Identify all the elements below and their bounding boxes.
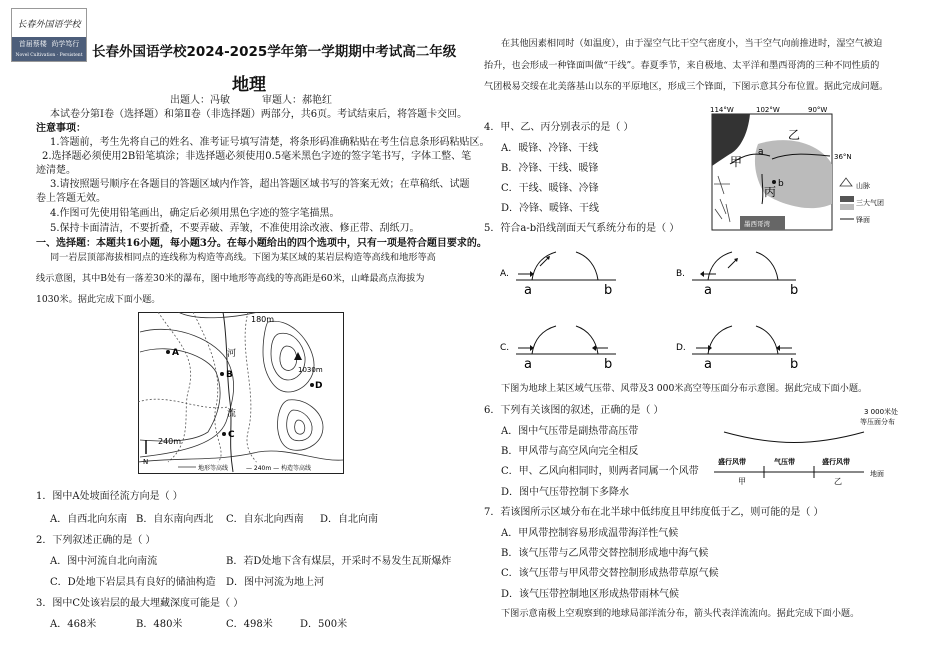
- note-5: 5.保持卡面清洁，不要折叠，不要弄破、弄皱，不准使用涂改液、修正带、刮纸刀。: [50, 223, 420, 234]
- q5-d-label-a: a: [704, 357, 712, 372]
- q1-stem: 1．图中A处坡面径流方向是（ ）: [36, 491, 183, 502]
- q5-b-label-b: b: [790, 283, 799, 298]
- diagram-a: [500, 252, 616, 298]
- river-label-1: 河: [227, 349, 237, 359]
- q1-opt-b: B．自东南向西北: [136, 514, 214, 525]
- q5-d-label-b: b: [790, 357, 799, 372]
- q4-opt-a: A．暖锋、冷锋、干线: [501, 143, 599, 154]
- label-1030m: 1030m: [298, 366, 323, 374]
- q4-opt-d: D．冷锋、暖锋、干线: [501, 203, 600, 214]
- q7-opt-a: A．甲风带控制容易形成温带海洋性气候: [501, 528, 679, 539]
- label-yi: 乙: [788, 128, 801, 142]
- belt-left: 盛行风带: [718, 458, 746, 466]
- notes-title: 注意事项：: [36, 123, 86, 134]
- label-jia: 甲: [730, 155, 743, 169]
- setter: 出题人：冯敏: [170, 95, 230, 106]
- passage1-line1: 同一岩层顶部海拔相同点的连线称为构造等高线。下图为某区域的某岩层构造等高线和地形等高: [50, 252, 436, 263]
- q3-opt-b: B．480米: [136, 619, 183, 630]
- belt-mid: 气压带: [774, 458, 795, 466]
- passage1-line2: 线示意图，其中B处有一落差30米的瀑布，图中地形等高线的等高距是60米，山峰最高点海拔为: [36, 273, 425, 284]
- belt-yi: 乙: [834, 477, 842, 486]
- note-2b: 迹清楚。: [36, 165, 76, 176]
- note-2: 2.选择题必须使用2B铅笔填涂；非选择题必须使用0.5毫米黑色字迹的签字笔书写，字体工整、笔: [42, 151, 472, 162]
- logo-motto: 首届蔡楼 尚学笃行 Novel Cultivation · Persistent Endeavor: [12, 37, 86, 61]
- q5-a-label-b: b: [604, 283, 613, 298]
- note-3b: 卷上答题无效。: [36, 193, 106, 204]
- q1-opt-d: D．自北向南: [320, 514, 379, 525]
- q6-opt-b: B．甲风带与高空风向完全相反: [501, 446, 639, 457]
- lon-114: 114°W: [710, 106, 734, 114]
- label-a: A: [172, 348, 179, 358]
- note-4: 4.作图可先使用铅笔画出，确定后必须用黑色字迹的签字笔描黑。: [50, 208, 340, 219]
- q3-opt-c: C．498米: [226, 619, 273, 630]
- q5-opt-d: D.: [676, 343, 686, 353]
- legend-mountain: 山脉: [856, 182, 870, 190]
- q2-opt-b: B．若D处地下含有煤层，开采时不易发生瓦斯爆炸: [226, 556, 452, 567]
- mountain-icon: [840, 178, 852, 186]
- point-a: [166, 350, 170, 354]
- q2-stem: 2．下列叙述正确的是（ ）: [36, 535, 156, 546]
- q4-opt-b: B．冷锋、干线、暖锋: [501, 163, 599, 174]
- q2-opt-a: A．图中河流自北向南流: [50, 556, 158, 567]
- q2-opt-d: D．图中河流为地上河: [226, 577, 325, 588]
- q1-opt-a: A．自西北向东南: [50, 514, 128, 525]
- passage3: 下图为地球上某区域气压带、风带及3 000米高空等压面分布示意图。据此完成下面小题。: [501, 383, 868, 394]
- q7-opt-b: B．该气压带与乙风带交替控制形成地中海气候: [501, 548, 709, 559]
- passage1-line3: 1030米。据此完成下面小题。: [36, 294, 161, 305]
- q7-opt-c: C．该气压带与甲风带交替控制形成热带草原气候: [501, 568, 719, 579]
- q6-stem: 6．下列有关该图的叙述，正确的是（ ）: [484, 405, 664, 416]
- isobar-label-2: 等压面分布: [860, 418, 895, 426]
- label-180m: 180m: [251, 315, 275, 324]
- q5-b-label-a: a: [704, 283, 712, 298]
- label-a2: a: [758, 147, 764, 157]
- point-d: [310, 383, 314, 387]
- label-b2: b: [778, 179, 784, 189]
- note-3: 3.请按照题号顺序在各题目的答题区域内作答，超出答题区域书写的答案无效；在草稿纸、试题: [50, 179, 470, 190]
- lon-90: 90°W: [808, 106, 828, 114]
- front-map: [700, 104, 900, 234]
- lon-102: 102°W: [756, 106, 780, 114]
- q1-opt-c: C．自东北向西南: [226, 514, 304, 525]
- q7-opt-d: D．该气压带控制地区形成热带雨林气候: [501, 589, 680, 600]
- q5-diagrams: [496, 238, 826, 378]
- diagram-b: [676, 252, 798, 298]
- passage2-line1: 在其他因素相同时（如温度），由于湿空气比干空气密度小，当干空气向前推进时，湿空气被迫: [501, 38, 883, 49]
- label-d: D: [315, 381, 323, 391]
- airmass-swatch: [840, 196, 854, 202]
- q4-opt-c: C．干线、暖锋、冷锋: [501, 183, 599, 194]
- school-logo: [11, 8, 87, 70]
- reviewer: 审题人：郝艳红: [262, 95, 332, 106]
- q7-stem: 7．若该图所示区域分布在北半球中低纬度且甲纬度低于乙，则可能的是（ ）: [484, 507, 824, 518]
- legend-terrain: 地形等高线: [198, 465, 229, 472]
- point-c: [222, 432, 226, 436]
- legend-airmass: 三大气团: [856, 199, 884, 207]
- ground-label: 地面: [870, 470, 884, 478]
- passage2-line3: 气团极易交绥在北美落基山以东的平原地区，形成三个锋面，下图示意其分布位置。据此完成问题。: [484, 81, 889, 92]
- pressure-belt-diagram: [714, 404, 914, 488]
- label-bing: 丙: [764, 185, 777, 199]
- q5-stem: 5．符合a-b沿线剖面天气系统分布的是（ ）: [484, 223, 680, 234]
- gulf-label: 墨西哥湾: [744, 220, 770, 228]
- lat-36: 36°N: [834, 153, 852, 161]
- q6-opt-c: C．甲、乙风向相同时，则两者同属一个风带: [501, 466, 699, 477]
- intro-text: 本试卷分第Ⅰ卷（选择题）和第Ⅱ卷（非选择题）两部分，共6页。考试结束后，将答题卡交回。: [50, 109, 468, 120]
- note-1: 1.答题前，考生先将自己的姓名、准考证号填写清楚，将条形码准确粘贴在考生信息条形码粘贴区。: [50, 137, 490, 148]
- belt-jia: 甲: [738, 477, 746, 486]
- section-heading: 一、选择题：本题共16小题，每小题3分。在每小题给出的四个选项中，只有一项是符合题目要求的。: [36, 238, 487, 249]
- q4-stem: 4．甲、乙、丙分别表示的是（ ）: [484, 122, 634, 133]
- q5-a-label-a: a: [524, 283, 532, 298]
- q5-opt-c: C.: [500, 343, 510, 353]
- q3-opt-a: A．468米: [50, 619, 97, 630]
- label-240m: 240m: [158, 437, 182, 446]
- exam-title: 长春外国语学校2024-2025学年第一学期期中考试高二年级: [92, 44, 457, 60]
- point-b: [220, 372, 224, 376]
- river-label-2: 流: [227, 409, 237, 419]
- q2-opt-c: C．D处地下岩层具有良好的储油构造: [50, 577, 216, 588]
- q5-opt-a: A.: [500, 269, 509, 279]
- passage2-line2: 抬升，也会形成一种锋面叫做“干线”。春夏季节，来自极地、太平洋和墨西哥湾的三种不同性质的: [484, 60, 880, 71]
- logo-mark: 长春外国语学校: [12, 9, 86, 37]
- q5-c-label-b: b: [604, 357, 613, 372]
- q5-opt-b: B.: [676, 269, 686, 279]
- north-label: N: [143, 458, 149, 466]
- legend-front: 锋面: [856, 216, 870, 224]
- label-b: B: [226, 370, 233, 380]
- contour-map: [138, 312, 344, 474]
- q3-opt-d: D．500米: [300, 619, 348, 630]
- q6-opt-d: D．图中气压带控制下多降水: [501, 487, 630, 498]
- label-c: C: [228, 430, 235, 440]
- q5-c-label-a: a: [524, 357, 532, 372]
- q6-opt-a: A．图中气压带是副热带高压带: [501, 426, 639, 437]
- diagram-c: [500, 326, 616, 372]
- isobar-label: 3 000米处: [864, 408, 899, 416]
- legend-structure: — 240m — 构造等高线: [246, 465, 312, 472]
- belt-right: 盛行风带: [822, 458, 850, 466]
- q3-stem: 3．图中C处该岩层的最大埋藏深度可能是（ ）: [36, 598, 244, 609]
- diagram-d: [676, 326, 798, 372]
- passage4: 下图示意南极上空观察到的地球局部洋流分布，箭头代表洋流流向。据此完成下面小题。: [501, 608, 860, 619]
- subject-title: 地理: [232, 75, 266, 95]
